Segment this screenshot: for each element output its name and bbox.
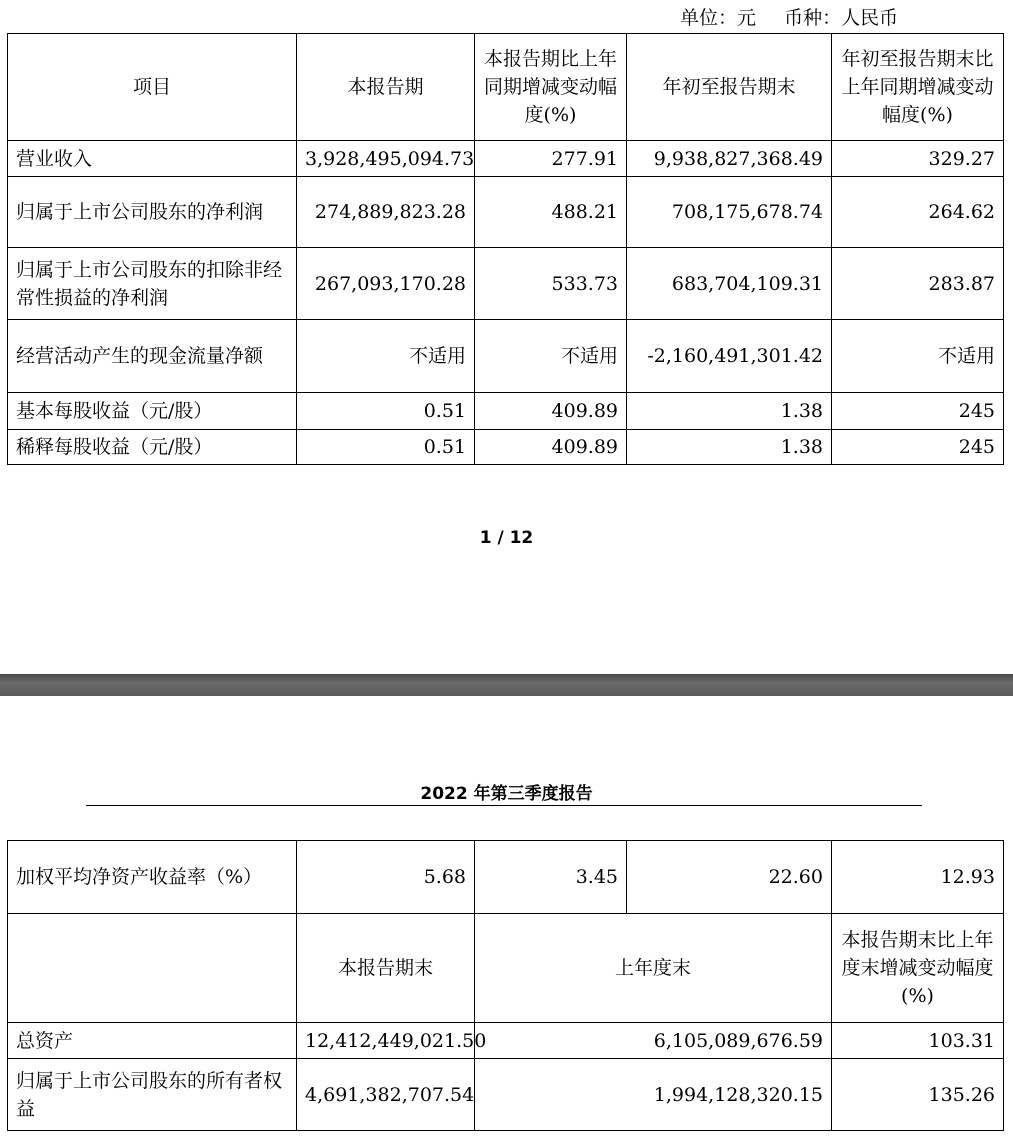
cell-value: 5.68: [297, 841, 475, 914]
table-header-row: [8, 34, 1004, 141]
cell-value: 274,889,823.28: [297, 177, 475, 248]
cell-value: 不适用: [475, 320, 627, 393]
currency-label: 币种：人民币: [784, 7, 899, 29]
unit-label: 单位：元: [680, 7, 757, 29]
cell-value: -2,160,491,301.42: [627, 320, 832, 393]
financial-summary-table: [7, 33, 1004, 465]
cell-value: 1.38: [627, 393, 832, 430]
cell-value: 283.87: [832, 248, 1004, 320]
cell-value: 1.38: [627, 430, 832, 465]
cell-value: 0.51: [297, 430, 475, 465]
balance-summary-table: [7, 840, 1004, 1131]
row-label: 总资产: [8, 1023, 297, 1059]
table-row: [8, 141, 1004, 177]
page-separator: [0, 674, 1013, 696]
header-current-period: 本报告期: [297, 34, 475, 141]
header-ytd: 年初至报告期末: [627, 34, 832, 141]
cell-value: 683,704,109.31: [627, 248, 832, 320]
header-last-year-end: 上年度末: [475, 914, 832, 1023]
cell-value: 不适用: [832, 320, 1004, 393]
table-row: [8, 248, 1004, 320]
cell-value: 245: [832, 430, 1004, 465]
cell-value: 533.73: [475, 248, 627, 320]
cell-value: 3.45: [475, 841, 627, 914]
unit-currency-line: [680, 3, 920, 30]
cell-value: 245: [832, 393, 1004, 430]
cell-value: 409.89: [475, 430, 627, 465]
cell-value: 22.60: [627, 841, 832, 914]
table-row: [8, 1059, 1004, 1131]
table-row: [8, 1023, 1004, 1059]
row-label: 稀释每股收益（元/股）: [8, 430, 297, 465]
table-row: [8, 320, 1004, 393]
cell-value: 6,105,089,676.59: [475, 1023, 832, 1059]
table-row: [8, 430, 1004, 465]
title-underline: [86, 805, 922, 806]
cell-value: 267,093,170.28: [297, 248, 475, 320]
cell-value: 329.27: [832, 141, 1004, 177]
header-current-change: 本报告期比上年同期增减变动幅度(%): [475, 34, 627, 141]
cell-value: 488.21: [475, 177, 627, 248]
header-ytd-change: 年初至报告期末比上年同期增减变动幅度(%): [832, 34, 1004, 141]
cell-value: 12.93: [832, 841, 1004, 914]
table-row: [8, 393, 1004, 430]
cell-value: 103.31: [832, 1023, 1004, 1059]
cell-value: 708,175,678.74: [627, 177, 832, 248]
row-label: 归属于上市公司股东的所有者权益: [8, 1059, 297, 1131]
cell-value: 不适用: [297, 320, 475, 393]
cell-value: 0.51: [297, 393, 475, 430]
row-label: 营业收入: [8, 141, 297, 177]
row-label: 加权平均净资产收益率（%）: [8, 841, 297, 914]
table-row: [8, 177, 1004, 248]
table-row: [8, 841, 1004, 914]
header-period-end: 本报告期末: [297, 914, 475, 1023]
table-header-row: [8, 914, 1004, 1023]
cell-value: 12,412,449,021.50: [297, 1023, 475, 1059]
row-label: 归属于上市公司股东的扣除非经常性损益的净利润: [8, 248, 297, 320]
page-number: 1 / 12: [479, 528, 534, 548]
report-title: 2022 年第三季度报告: [420, 784, 593, 804]
row-label: 归属于上市公司股东的净利润: [8, 177, 297, 248]
header-change: 本报告期末比上年度末增减变动幅度(%): [832, 914, 1004, 1023]
cell-value: 9,938,827,368.49: [627, 141, 832, 177]
header-blank: [8, 914, 297, 1023]
cell-value: 277.91: [475, 141, 627, 177]
cell-value: 135.26: [832, 1059, 1004, 1131]
cell-value: 3,928,495,094.73: [297, 141, 475, 177]
cell-value: 409.89: [475, 393, 627, 430]
cell-value: 4,691,382,707.54: [297, 1059, 475, 1131]
header-item: 项目: [8, 34, 297, 141]
row-label: 经营活动产生的现金流量净额: [8, 320, 297, 393]
cell-value: 1,994,128,320.15: [475, 1059, 832, 1131]
cell-value: 264.62: [832, 177, 1004, 248]
row-label: 基本每股收益（元/股）: [8, 393, 297, 430]
